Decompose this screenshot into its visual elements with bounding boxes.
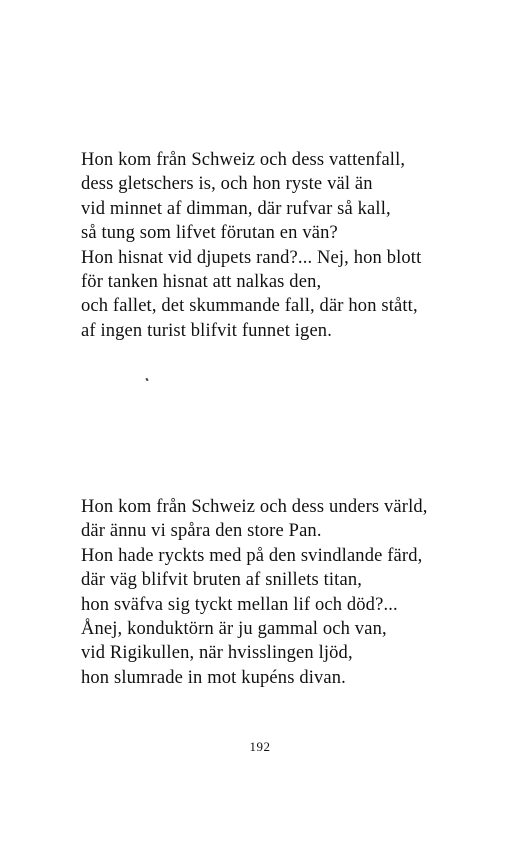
- poem-line: där väg blifvit bruten af snillets titan,: [81, 570, 363, 591]
- stanza-2: [81, 495, 481, 690]
- stanza-1: [81, 148, 481, 343]
- poem-line: dess gletschers is, och hon ryste väl än: [81, 174, 373, 195]
- poem-line: för tanken hisnat att nalkas den,: [81, 271, 322, 292]
- poem-line: Hon hade ryckts med på den svindlande färd,: [81, 545, 423, 566]
- poem-line: Hon hisnat vid djupets rand?... Nej, hon blott: [81, 247, 422, 268]
- poem-line: och fallet, det skummande fall, där hon stått,: [81, 296, 418, 317]
- poem-line: där ännu vi spåra den store Pan.: [81, 521, 322, 542]
- poem-line: hon slumrade in mot kupéns divan.: [81, 667, 346, 688]
- poem-line: Hon kom från Schweiz och dess unders värld,: [81, 497, 428, 517]
- poem-line: så tung som lifvet förutan en vän?: [81, 223, 338, 244]
- poem-line: vid Rigikullen, när hvisslingen ljöd,: [81, 643, 353, 664]
- poem-line: af ingen turist blifvit funnet igen.: [81, 320, 332, 341]
- poem-line: hon sväfva sig tyckt mellan lif och död?...: [81, 594, 398, 615]
- poem-line: Hon kom från Schweiz och dess vattenfall,: [81, 150, 406, 170]
- ink-speck: [145, 378, 148, 382]
- page-number: 192: [249, 739, 271, 754]
- poem-line: vid minnet af dimman, där rufvar så kall,: [81, 198, 391, 219]
- poem-line: Ånej, konduktörn är ju gammal och van,: [81, 618, 387, 639]
